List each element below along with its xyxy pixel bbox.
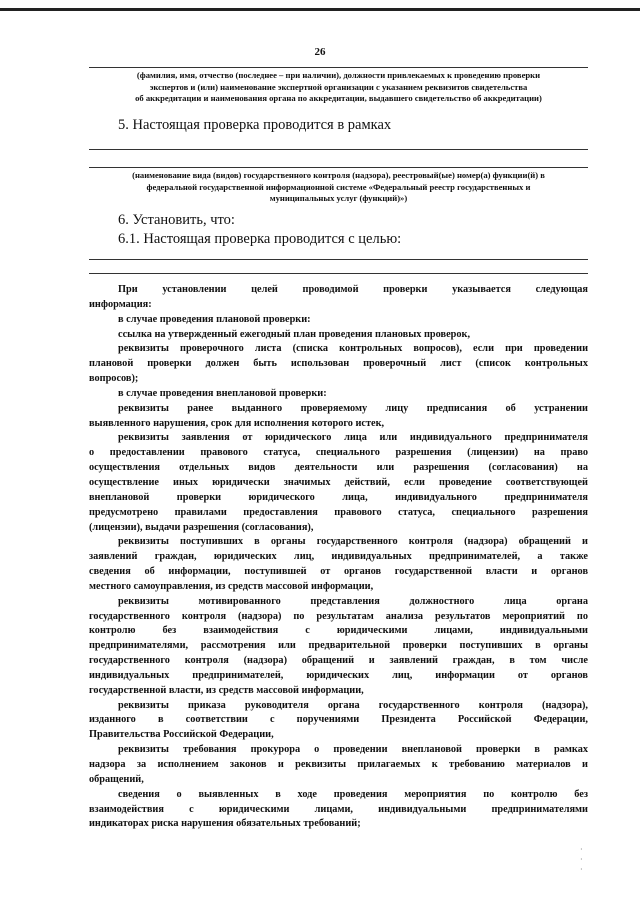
body-line: взаимодействия с юридическими лицами, индивидуальными предпринимателями: [89, 803, 588, 815]
body-line: государственного контроля (надзора) обращений и заявлений граждан, в том числе: [89, 655, 588, 667]
body-line: изданного в соответствии с поручениями Президента Российской Федерации,: [89, 714, 588, 726]
body-line: государственной власти, из средств массовой информации,: [89, 684, 364, 696]
body-line: реквизиты поступивших в органы государственного контроля (надзора) обращений и: [118, 536, 588, 548]
body-line: При установлении целей проводимой проверки указывается следующая: [118, 284, 588, 295]
body-line: вопросов);: [89, 373, 139, 385]
body-line: реквизиты заявления от юридического лица или индивидуального предпринимателя: [118, 432, 588, 444]
top-border-rule: [0, 8, 640, 11]
body-line: реквизиты требования прокурора о проведении внеплановой проверки в рамках: [118, 744, 588, 756]
page-number: 26: [314, 46, 326, 58]
body-line: плановой проверки должен быть использован проверочный лист (список контрольных: [89, 358, 588, 370]
body-line: реквизиты проверочного листа (списка контрольных вопросов), если при проведении: [118, 343, 588, 355]
body-line: индивидуальных предпринимателей, юридических лиц, информации от органов: [89, 669, 588, 681]
fill-line-purpose-2: [89, 273, 588, 274]
caption-control-type: [89, 170, 588, 205]
body-line: внеплановой проверки юридического лица, индивидуального предпринимателя: [89, 491, 588, 503]
fill-line-control-type: [89, 167, 588, 168]
fill-line-experts: [89, 67, 588, 68]
scan-edge-marks: · · ·: [580, 845, 583, 874]
body-line: о предоставлении правового статуса, специального разрешения (лицензии) на право: [89, 447, 588, 459]
item-6-heading: 6. Установить, что:: [118, 212, 235, 228]
item-6-1-heading: 6.1. Настоящая проверка проводится с целью:: [118, 231, 402, 247]
fill-line-blank: [89, 149, 588, 150]
body-line: ссылка на утвержденный ежегодный план проведения плановых проверок,: [118, 328, 471, 340]
body-line: заявлений граждан, юридических лиц, индивидуальных предпринимателей, а также: [89, 551, 588, 563]
body-line: местного самоуправления, из средств массовой информации,: [89, 580, 374, 592]
item-5-heading: 5. Настоящая проверка проводится в рамках: [118, 117, 392, 133]
body-text: [89, 283, 588, 832]
body-line: сведения о выявленных в ходе проведения мероприятия по контролю без: [118, 788, 588, 800]
body-line: реквизиты мотивированного представления должностного лица органа: [118, 595, 588, 607]
body-line: реквизиты приказа руководителя органа государственного контроля (надзора),: [118, 699, 588, 711]
body-line: контролю без взаимодействия с юридическими лицами, индивидуальными: [89, 625, 588, 637]
caption-line: (фамилия, имя, отчество (последнее – при наличии), должности привлекаемых к проведению проверки: [136, 70, 541, 80]
body-line: сведения об информации, поступившей от органов государственной власти и органов: [89, 566, 588, 578]
body-line: осуществления отдельных видов деятельности или разрешения (согласования) на: [89, 462, 588, 474]
caption-line: федеральной государственной информационной системе «Федеральный реестр государственных и: [146, 181, 531, 192]
body-line: предпринимателями, рассмотрения или предварительной проверки поступивших в органы: [89, 640, 588, 652]
body-line: реквизиты ранее выданного проверяемому лицу предписания об устранении: [118, 402, 588, 414]
caption-line: (наименование вида (видов) государственного контроля (надзора), реестровый(ые) номер(а) функции(й) в: [132, 170, 545, 180]
caption-line: муниципальных услуг (функций)»): [269, 193, 408, 203]
caption-experts: [89, 70, 588, 105]
body-line: индикаторах риска нарушения обязательных требований;: [89, 818, 361, 830]
body-line: надзора за исполнением законов и реквизиты прилагаемых к требованию материалов и: [89, 759, 588, 770]
caption-line: экспертов и (или) наименование экспертной организации с указанием реквизитов свидетельства: [149, 81, 528, 92]
body-line: Правительства Российской Федерации,: [89, 729, 274, 741]
body-line: предусмотрено правилами предоставления правового статуса, специального разрешения: [89, 506, 588, 518]
body-line: государственного контроля (надзора) по результатам анализа результатов мероприятий по: [89, 610, 588, 622]
fill-line-purpose-1: [89, 259, 588, 260]
body-line: выявленного нарушения, срок для исполнения которого истек,: [89, 417, 385, 429]
body-line: в случае проведения плановой проверки:: [118, 313, 311, 325]
body-line: обращений,: [89, 773, 144, 785]
body-line: (лицензии), выдачи разрешения (согласования),: [89, 521, 314, 533]
body-line: информация:: [89, 298, 152, 310]
body-line: осуществление иных юридически значимых действий, если проведение соответствующей: [89, 476, 588, 488]
caption-line: об аккредитации и наименования органа по аккредитации, выдавшего свидетельство об аккредитации): [135, 93, 542, 103]
body-line: в случае проведения внеплановой проверки:: [118, 387, 327, 399]
